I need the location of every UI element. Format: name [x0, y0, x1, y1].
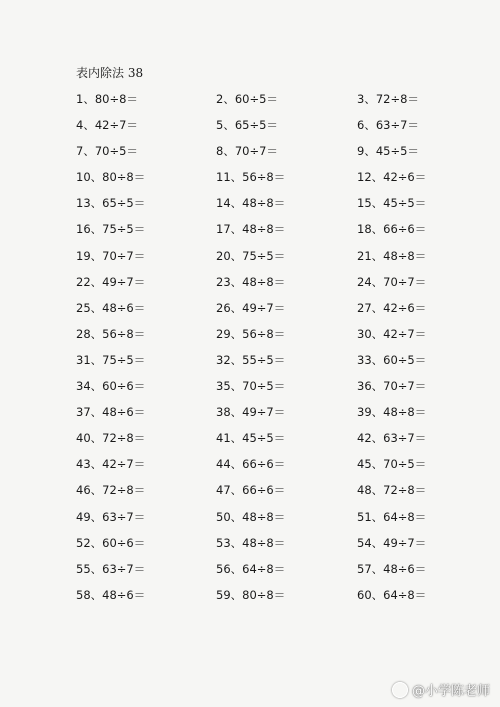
- problem-item: 45、70÷5＝: [357, 457, 427, 472]
- platform-logo-icon: [392, 682, 408, 698]
- problem-item: 40、72÷8＝: [76, 431, 146, 446]
- problem-item: 20、75÷5＝: [216, 248, 286, 263]
- problem-item: 58、48÷6＝: [76, 587, 146, 602]
- worksheet-title: 表内除法 38: [76, 66, 144, 80]
- problem-item: 22、49÷7＝: [76, 274, 146, 289]
- problem-item: 32、55÷5＝: [216, 352, 286, 367]
- problem-item: 50、48÷8＝: [216, 509, 286, 524]
- problem-item: 21、48÷8＝: [357, 248, 427, 263]
- problem-item: 10、80÷8＝: [76, 170, 146, 185]
- problem-item: 16、75÷5＝: [76, 222, 146, 237]
- problem-item: 31、75÷5＝: [76, 352, 146, 367]
- problem-item: 12、42÷6＝: [357, 170, 427, 185]
- problem-item: 37、48÷6＝: [76, 405, 146, 420]
- problem-item: 35、70÷5＝: [216, 379, 286, 394]
- problem-item: 52、60÷6＝: [76, 535, 146, 550]
- problem-item: 60、64÷8＝: [357, 587, 427, 602]
- problem-item: 17、48÷8＝: [216, 222, 286, 237]
- problem-item: 1、80÷8＝: [76, 92, 138, 106]
- problem-item: 57、48÷6＝: [357, 561, 427, 576]
- problem-item: 28、56÷8＝: [76, 326, 146, 341]
- problem-item: 33、60÷5＝: [357, 352, 427, 367]
- problem-item: 26、49÷7＝: [216, 300, 286, 315]
- problem-item: 41、45÷5＝: [216, 431, 286, 446]
- problem-item: 51、64÷8＝: [357, 509, 427, 524]
- problem-item: 43、42÷7＝: [76, 457, 146, 472]
- problem-item: 13、65÷5＝: [76, 196, 146, 211]
- problem-item: 55、63÷7＝: [76, 561, 146, 576]
- problem-item: 7、70÷5＝: [76, 144, 138, 159]
- problem-item: 27、42÷6＝: [357, 300, 427, 315]
- problem-item: 42、63÷7＝: [357, 431, 427, 446]
- problem-item: 34、60÷6＝: [76, 379, 146, 394]
- problem-item: 9、45÷5＝: [357, 144, 419, 159]
- problem-item: 19、70÷7＝: [76, 248, 146, 263]
- problem-item: 4、42÷7＝: [76, 118, 138, 133]
- problem-item: 36、70÷7＝: [357, 379, 427, 394]
- problem-item: 2、60÷5＝: [216, 92, 278, 106]
- problem-item: 59、80÷8＝: [216, 587, 286, 602]
- problem-item: 8、70÷7＝: [216, 144, 278, 159]
- problem-item: 29、56÷8＝: [216, 326, 286, 341]
- problem-item: 49、63÷7＝: [76, 509, 146, 524]
- problem-item: 25、48÷6＝: [76, 300, 146, 315]
- problem-item: 23、48÷8＝: [216, 274, 286, 289]
- problem-item: 56、64÷8＝: [216, 561, 286, 576]
- problem-item: 5、65÷5＝: [216, 118, 278, 133]
- problem-item: 6、63÷7＝: [357, 118, 419, 133]
- problem-item: 30、42÷7＝: [357, 326, 427, 341]
- problem-item: 44、66÷6＝: [216, 457, 286, 472]
- problem-item: 15、45÷5＝: [357, 196, 427, 211]
- watermark-text: @小学陈老师: [411, 684, 490, 699]
- problem-item: 24、70÷7＝: [357, 274, 427, 289]
- problem-item: 47、66÷6＝: [216, 483, 286, 498]
- problem-item: 48、72÷8＝: [357, 483, 427, 498]
- problem-item: 38、49÷7＝: [216, 405, 286, 420]
- problem-grid: [76, 91, 487, 613]
- problem-item: 39、48÷8＝: [357, 405, 427, 420]
- problem-item: 46、72÷8＝: [76, 483, 146, 498]
- problem-item: 11、56÷8＝: [216, 170, 286, 185]
- problem-item: 18、66÷6＝: [357, 222, 427, 237]
- problem-item: 3、72÷8＝: [357, 92, 419, 106]
- problem-item: 53、48÷8＝: [216, 535, 286, 550]
- problem-item: 14、48÷8＝: [216, 196, 286, 211]
- watermark: [392, 680, 490, 699]
- problem-item: 54、49÷7＝: [357, 535, 427, 550]
